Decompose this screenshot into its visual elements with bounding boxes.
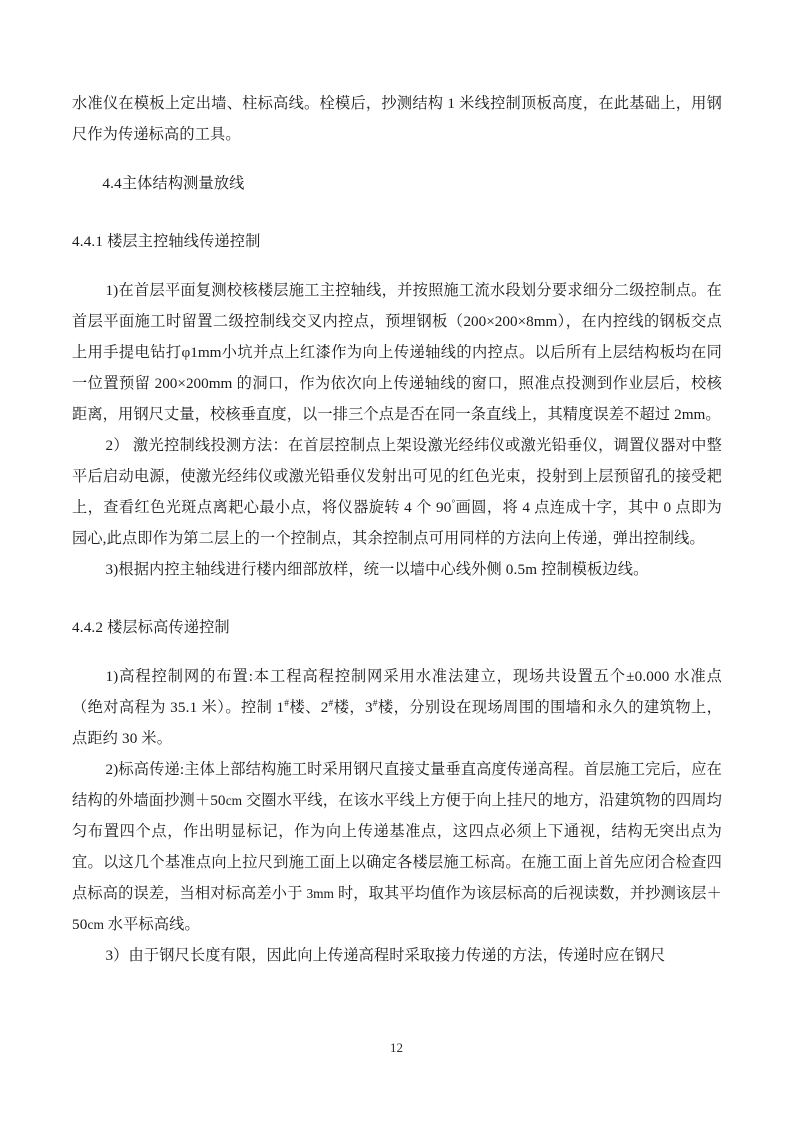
heading-4-4: 4.4主体结构测量放线 — [102, 175, 245, 192]
paragraph-intro: 水准仪在模板上定出墙、柱标高线。栓模后，抄测结构 1 米线控制顶板高度，在此基础上，用钢尺作为传递标高的工具。 — [72, 95, 722, 143]
paragraph-4-4-2-item-3: 3）由于钢尺长度有限，因此向上传递高程时采取接力传递的方法，传递时应在钢尺 — [105, 947, 666, 964]
spacer — [72, 150, 722, 168]
heading-4-4-1: 4.4.1 楼层主控轴线传递控制 — [72, 233, 261, 250]
text-run: 交圈水平线，在该水平线上方便于向上挂尺的地方，沿建筑物的四周均匀布置四个点，作出明显标记，作为向上传递基准点，这四点必须上下通视，结构无突出点为宜。以这几个基准点向上拉尺到施工面上以确定各楼层施工标高。在施工面上首先应闭合检查四点标高的误差，当相对标高差小于 — [72, 792, 722, 902]
unit-cm: cm — [225, 793, 243, 808]
text-run: 小坑并点上红漆作为向上传递轴线的内控点。以后所有上层结构板均在同一位置预留 — [72, 344, 722, 392]
text-run: 2)标高传递:主体上部结构施工时采用钢尺直接丈量垂直高度传递高程。首层施工完后，应在结构的外墙面抄测＋50 — [72, 761, 722, 809]
spacer — [72, 257, 722, 275]
text-run: 水平标高线。 — [103, 916, 200, 933]
text-run: ），在内控线的钢板交点上用手提电钻打 — [72, 313, 722, 361]
heading-4-4-2: 4.4.2 楼层标高传递控制 — [72, 619, 230, 636]
text-run: 楼，3 — [333, 699, 373, 716]
spacer — [72, 643, 722, 661]
text-run: 楼、2 — [289, 699, 329, 716]
spacer — [72, 585, 722, 612]
dimension-steel-plate: 200×200×8mm — [463, 313, 558, 330]
spacer — [72, 199, 722, 226]
text-run: 楼，分别设在现场周围的围墙和永久的建筑物上，点距约 30 米。 — [72, 699, 722, 747]
paragraph-4-4-2-item-1 — [72, 661, 722, 754]
degree-symbol: ° — [451, 498, 456, 509]
hash-superscript-icon: # — [328, 698, 334, 709]
tolerance-value: 2mm — [674, 406, 706, 423]
tolerance-3mm: 3mm — [306, 886, 334, 901]
paragraph-4-4-1-item-1 — [72, 275, 722, 430]
text-run: 时，取其平均值作为该层标高的后视读数，并抄测该层＋50 — [72, 885, 723, 933]
page-content — [72, 88, 722, 971]
dimension-reserved-opening: 200×200mm — [154, 375, 233, 392]
paragraph-4-4-1-item-2 — [72, 430, 722, 554]
text-run: 2） 激光控制线投测方法：在首层控制点上架设激光经纬仪或激光铅垂仪，调置仪器对中整平后启动电源，使激光经纬仪或激光铅垂仪发射出可见的红色光束，投射到上层预留孔的接受耙上，查看红色光斑点离耙心最小点，将仪器旋转 4 个 90 — [72, 437, 722, 516]
text-run: 1)在首层平面复测校核楼层施工主控轴线，并按照施工流水段划分要求细分二级控制点。在首层平面施工时留置二级控制线交叉内控点，预埋钢板（ — [72, 282, 722, 330]
paragraph-4-4-1-item-3: 3)根据内控主轴线进行楼内细部放样，统一以墙中心线外侧 0.5m 控制模板边线。 — [105, 561, 649, 578]
text-run: 画圆，将 4 点连成十字，其中 0 点即为园心,此点即作为第二层上的一个控制点，其余控制点可用同样的方法向上传递，弹出控制线。 — [72, 499, 722, 547]
text-run: 1)高程控制网的布置:本工程高程控制网采用水准法建立，现场共设置五个±0.000 水准点（绝对高程为 35.1 米）。控制 1 — [72, 668, 722, 716]
page-number: 12 — [390, 1040, 403, 1055]
hash-superscript-icon: # — [284, 698, 290, 709]
paragraph-4-4-2-item-2 — [72, 754, 722, 940]
text-run: 。 — [705, 406, 721, 423]
dimension-drill-hole: φ1mm — [181, 344, 222, 361]
text-run: 的洞口，作为依次向上传递轴线的窗口，照准点投测到作业层后，校核距离，用钢尺丈量，校核垂直度，以一排三个点是否在同一条直线上，其精度误差不超过 — [72, 375, 722, 423]
hash-superscript-icon: # — [372, 698, 378, 709]
unit-cm: cm — [87, 917, 104, 932]
